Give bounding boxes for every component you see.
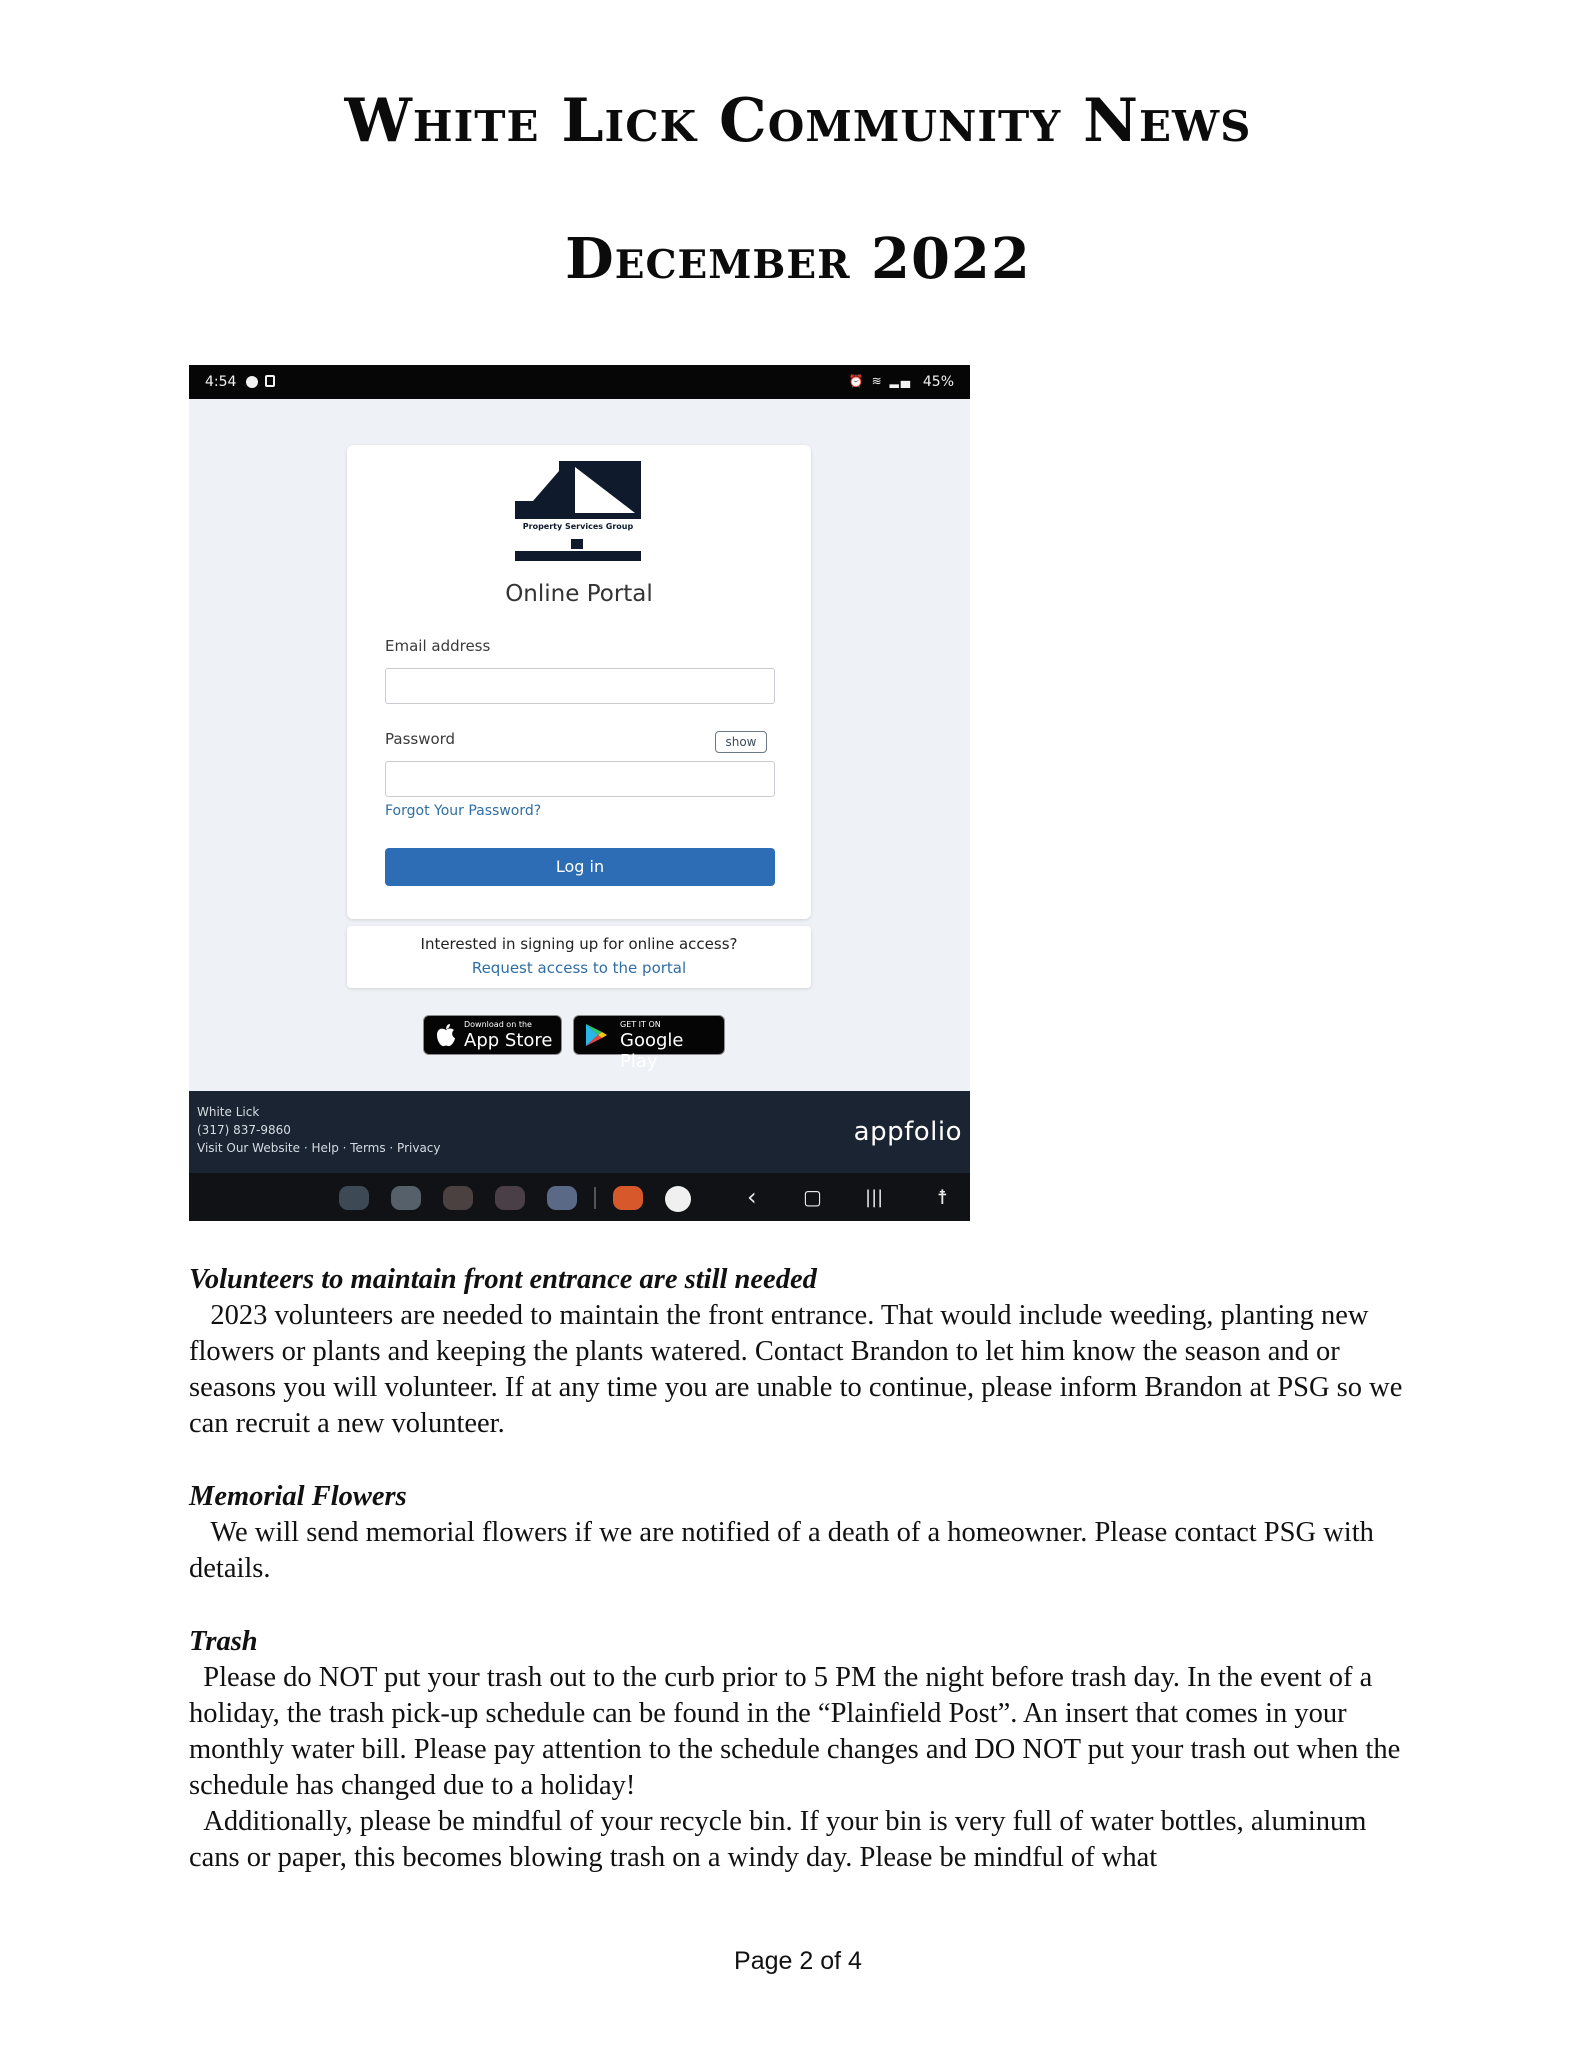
back-icon[interactable]: ‹ [747,1183,757,1211]
section-volunteers [189,1262,1419,1442]
email-field[interactable] [385,668,775,704]
login-button[interactable]: Log in [385,848,775,886]
google-play-label: Google Play [620,1030,684,1072]
property-services-group-logo [513,461,643,565]
office-icon[interactable] [613,1186,643,1210]
google-play-icon [584,1022,608,1048]
newsletter-title: White Lick Community News [344,86,1252,156]
login-card [347,445,811,919]
app-icon[interactable] [443,1186,473,1210]
app-store-label: App Store [464,1030,553,1051]
portal-title: Online Portal [505,581,653,607]
lock-icon [265,375,275,387]
section-heading: Memorial Flowers [189,1481,407,1512]
apps-grid-icon[interactable] [547,1186,577,1210]
page-number: Page 2 of 4 [734,1947,862,1975]
section-heading: Volunteers to maintain front entrance are still needed [189,1264,817,1295]
google-play-small: GET IT ON [620,1020,661,1029]
android-nav-bar [189,1173,970,1221]
password-field[interactable] [385,761,775,797]
app-icon[interactable] [391,1186,421,1210]
request-access-link[interactable]: Request access to the portal [471,959,687,977]
app-store-badge[interactable] [423,1015,562,1055]
forgot-password-link[interactable]: Forgot Your Password? [385,803,542,819]
section-paragraph: 2023 volunteers are needed to maintain the front entrance. That would include weeding, planting new flowers or plants and keeping the plants watered. Contact Brandon to let him know the season and or seasons you will volunteer. If at any time you are unable to continue, please inform Brandon at PSG so we can recruit a new volunteer. [189,1300,1403,1439]
app-icon[interactable] [339,1186,369,1210]
apple-icon [434,1022,458,1048]
signup-box [347,926,811,988]
portal-screenshot [189,365,970,1221]
section-paragraph: Additionally, please be mindful of your recycle bin. If your bin is very full of water bottles, aluminum cans or paper, this becomes blowing trash on a windy day. Please be mindful of what [189,1806,1367,1873]
app-store-small: Download on the [464,1020,532,1029]
google-play-badge[interactable] [573,1015,725,1072]
password-label: Password [385,730,456,748]
signup-question: Interested in signing up for online access? [420,935,738,953]
section-heading: Trash [189,1626,258,1657]
info-icon [246,376,258,388]
section-paragraph: We will send memorial flowers if we are notified of a death of a homeowner. Please contact PSG with details. [189,1517,1374,1584]
play-icon[interactable] [665,1186,691,1212]
footer-links[interactable]: Visit Our Website · Help · Terms · Privacy [197,1141,441,1155]
section-memorial [189,1479,1419,1587]
home-icon[interactable]: ▢ [803,1185,822,1209]
footer-phone: (317) 837-9860 [197,1123,291,1137]
show-password-button[interactable]: show [715,731,767,753]
status-bar [189,365,970,399]
accessibility-icon[interactable]: ☨ [937,1185,948,1209]
recents-icon[interactable]: ||| [865,1187,884,1208]
nav-divider [594,1187,596,1209]
section-trash [189,1624,1419,1876]
logo-text: Property Services Group [522,522,634,531]
footer-name: White Lick [197,1105,260,1119]
signal-icons: ⏰ ≋ ▂▄ [848,374,912,388]
portal-footer [189,1091,970,1173]
status-time: 4:54 [205,374,237,390]
appfolio-logo: appfolio [853,1117,962,1147]
app-icon[interactable] [495,1186,525,1210]
battery-level: 45% [922,374,954,390]
newsletter-date: December 2022 [565,226,1031,292]
email-label: Email address [385,637,491,655]
section-paragraph: Please do NOT put your trash out to the curb prior to 5 PM the night before trash day. In the event of a holiday, the trash pick-up schedule can be found in the “Plainfield Post”. An insert that comes in your monthly water bill. Please pay attention to the schedule changes and DO NOT put your trash out when the schedule has changed due to a holiday! [189,1662,1401,1801]
